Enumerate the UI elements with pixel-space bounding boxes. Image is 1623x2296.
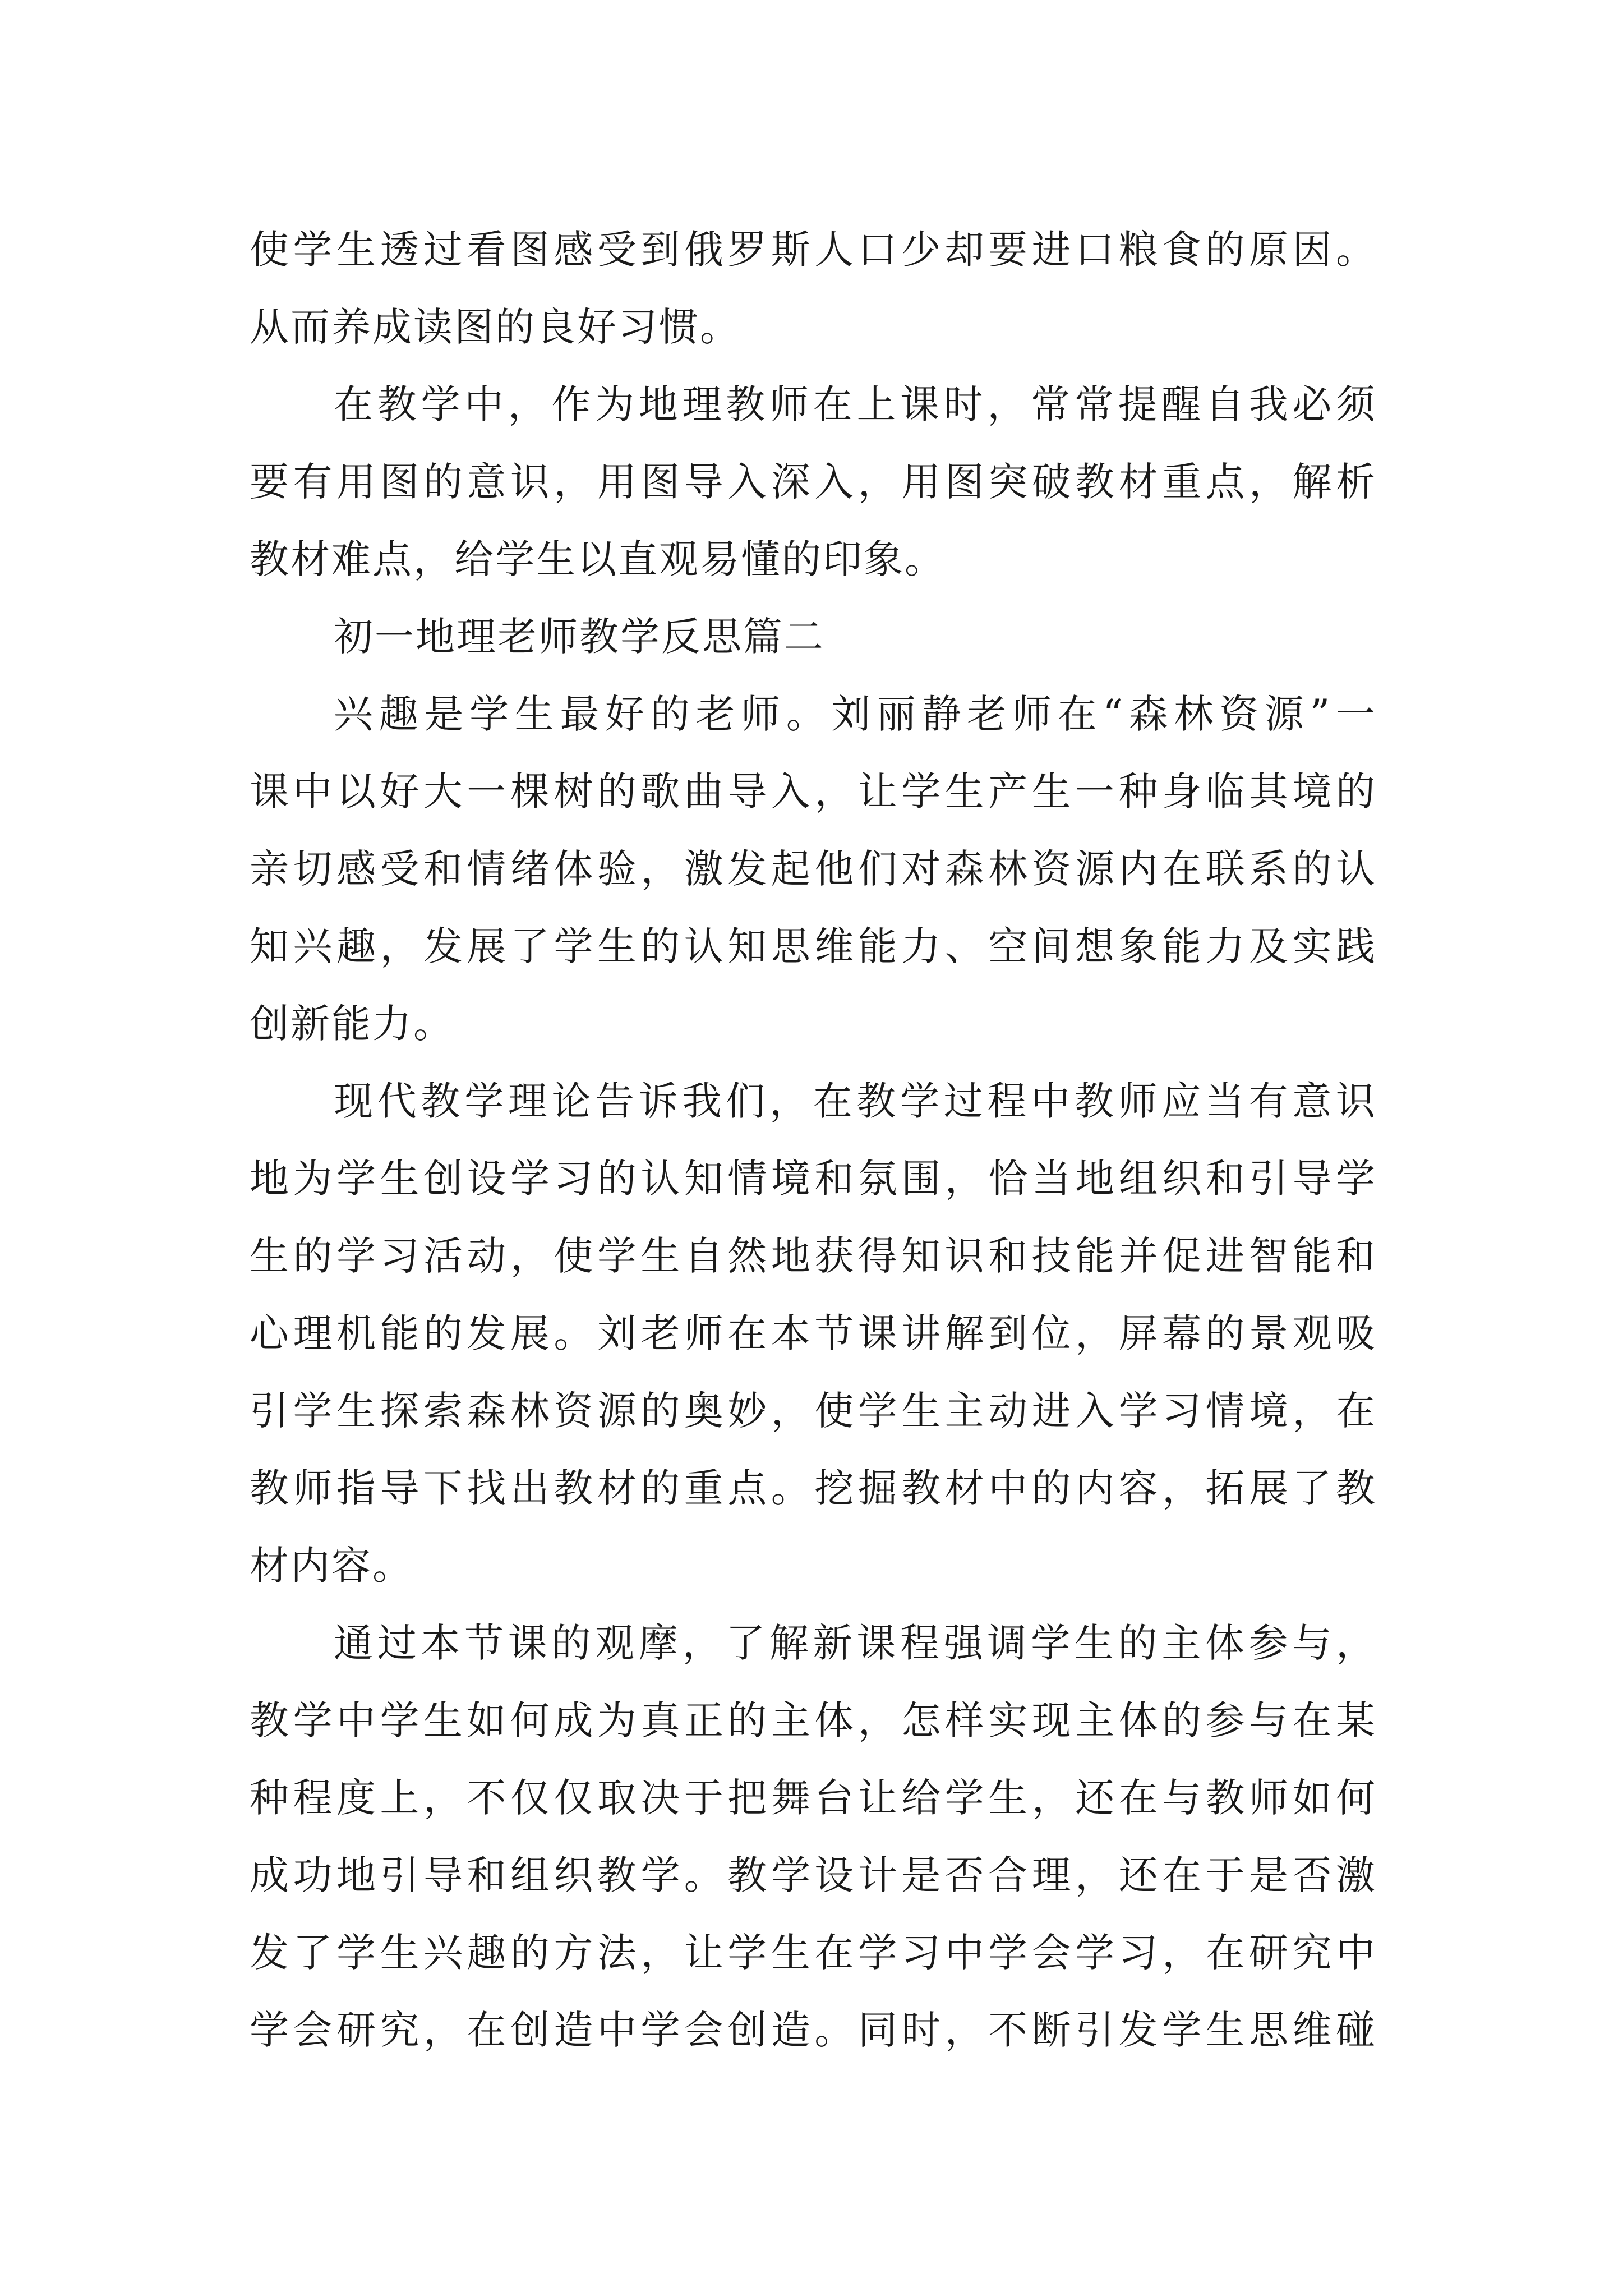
text-line: 引学生探索森林资源的奥妙，使学生主动进入学习情境，在 (250, 1388, 1377, 1434)
paragraph-observation (250, 1604, 1377, 2069)
text-line: 亲切感受和情绪体验，激发起他们对森林资源内在联系的认 (250, 846, 1377, 892)
text-line: 知兴趣，发展了学生的认知思维能力、空间想象能力及实践 (250, 923, 1377, 969)
text-line: 种程度上，不仅仅取决于把舞台让给学生，还在与教师如何 (250, 1775, 1377, 1821)
section-title: 初一地理老师教学反思篇二 (334, 614, 825, 660)
text-line: 发了学生兴趣的方法，让学生在学习中学会学习，在研究中 (250, 1930, 1377, 1976)
document-body (250, 211, 1377, 2069)
paragraph-reading-habit (250, 211, 1377, 366)
paragraph-interest (250, 675, 1377, 1062)
text-line: 心理机能的发展。刘老师在本节课讲解到位，屏幕的景观吸 (250, 1310, 1377, 1356)
text-line: 学会研究，在创造中学会创造。同时，不断引发学生思维碰 (250, 2007, 1377, 2053)
text-line: 现代教学理论告诉我们，在教学过程中教师应当有意识 (334, 1078, 1377, 1124)
text-line: 课中以好大一棵树的歌曲导入，让学生产生一种身临其境的 (250, 769, 1377, 815)
section-heading (250, 598, 1377, 675)
text-line: 生的学习活动，使学生自然地获得知识和技能并促进智能和 (250, 1233, 1377, 1279)
text-line: 教材难点，给学生以直观易懂的印象。 (250, 536, 946, 582)
text-line: 教师指导下找出教材的重点。挖掘教材中的内容，拓展了教 (250, 1465, 1377, 1511)
text-line: 成功地引导和组织教学。教学设计是否合理，还在于是否激 (250, 1852, 1377, 1898)
text-line: 从而养成读图的良好习惯。 (250, 304, 741, 350)
text-line: 通过本节课的观摩，了解新课程强调学生的主体参与， (334, 1620, 1377, 1666)
text-line: 在教学中，作为地理教师在上课时，常常提醒自我必须 (334, 381, 1377, 427)
text-line: 创新能力。 (250, 1001, 454, 1047)
paragraph-map-awareness (250, 366, 1377, 598)
text-line: 教学中学生如何成为真正的主体，怎样实现主体的参与在某 (250, 1697, 1377, 1743)
text-line: 使学生透过看图感受到俄罗斯人口少却要进口粮食的原因。 (250, 227, 1377, 273)
paragraph-modern-theory (250, 1062, 1377, 1604)
text-line: 地为学生创设学习的认知情境和氛围，恰当地组织和引导学 (250, 1156, 1377, 1202)
text-line: 兴趣是学生最好的老师。刘丽静老师在“森林资源”一 (334, 691, 1377, 737)
text-line: 要有用图的意识，用图导入深入，用图突破教材重点，解析 (250, 459, 1377, 505)
text-line: 材内容。 (250, 1543, 413, 1589)
